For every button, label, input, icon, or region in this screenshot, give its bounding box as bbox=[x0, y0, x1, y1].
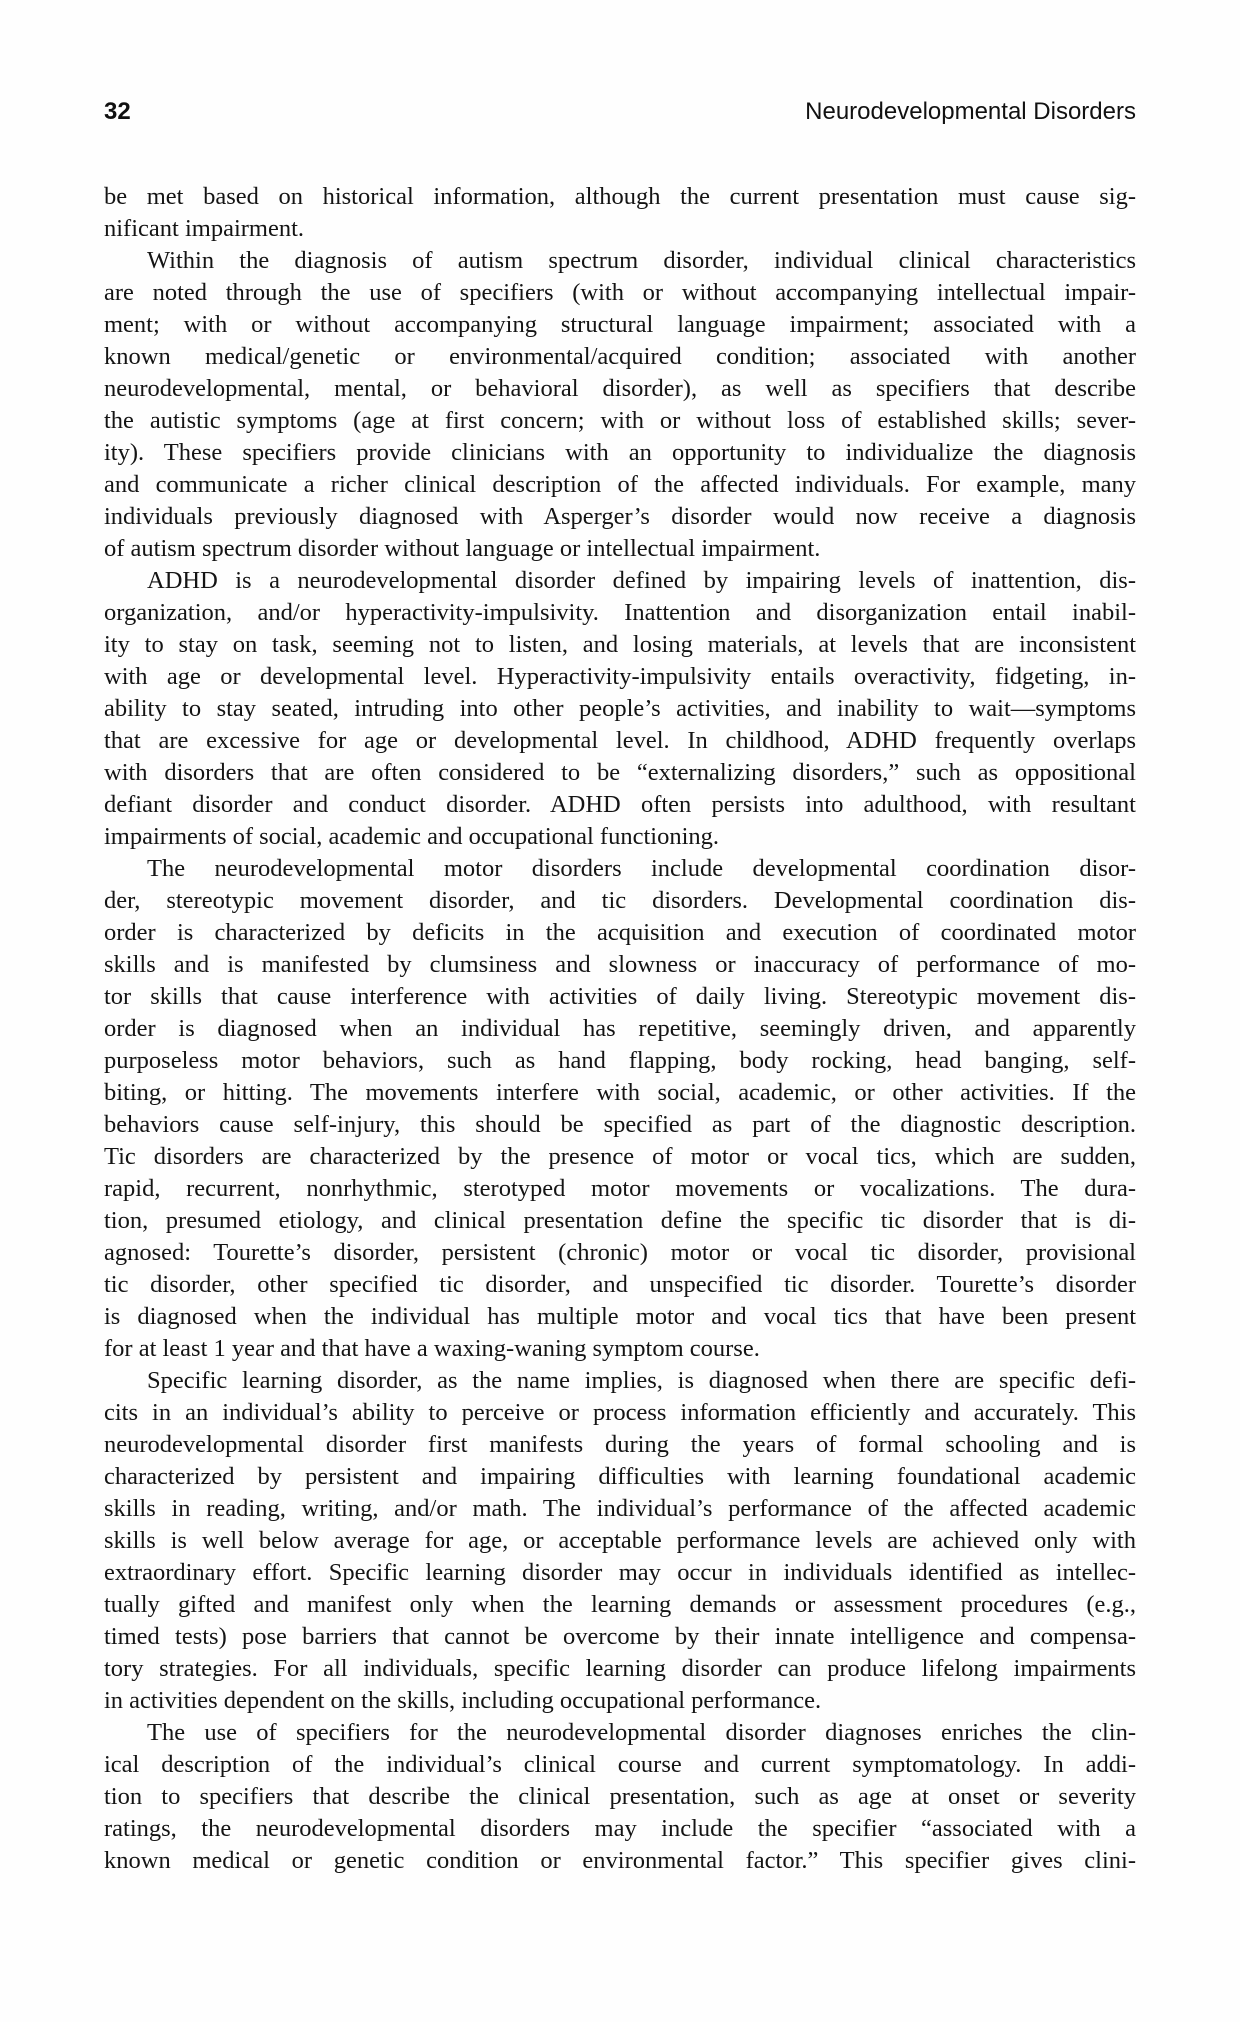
text-line: known medical or genetic condition or environmental factor.” This specifier gives clini- bbox=[104, 1847, 1136, 1874]
text-line: skills in reading, writing, and/or math. The individual’s performance of the affected academic bbox=[104, 1495, 1136, 1522]
text-line: Within the diagnosis of autism spectrum disorder, individual clinical characteristics bbox=[147, 247, 1136, 274]
text-line: order is diagnosed when an individual has repetitive, seemingly driven, and apparently bbox=[104, 1015, 1136, 1042]
text-line: cits in an individual’s ability to perceive or process information efficiently and accurately. This bbox=[104, 1399, 1136, 1426]
paragraph bbox=[104, 245, 1136, 565]
text-line: characterized by persistent and impairing difficulties with learning foundational academic bbox=[104, 1463, 1136, 1490]
text-line: and communicate a richer clinical description of the affected individuals. For example, many bbox=[104, 471, 1136, 498]
text-line: individuals previously diagnosed with Asperger’s disorder would now receive a diagnosis bbox=[104, 503, 1136, 530]
text-line: ADHD is a neurodevelopmental disorder defined by impairing levels of inattention, dis- bbox=[147, 567, 1136, 594]
text-line: tion to specifiers that describe the clinical presentation, such as age at onset or severity bbox=[104, 1783, 1136, 1810]
text-line: organization, and/or hyperactivity-impulsivity. Inattention and disorganization entail inabil- bbox=[104, 599, 1136, 626]
text-line: with disorders that are often considered to be “externalizing disorders,” such as oppositional bbox=[104, 759, 1136, 786]
paragraph bbox=[104, 1717, 1136, 1877]
text-line: neurodevelopmental disorder first manifests during the years of formal schooling and is bbox=[104, 1431, 1136, 1458]
text-line: be met based on historical information, although the current presentation must cause sig- bbox=[104, 183, 1136, 210]
text-line: are noted through the use of specifiers (with or without accompanying intellectual impair- bbox=[104, 279, 1136, 306]
text-line: tic disorder, other specified tic disorder, and unspecified tic disorder. Tourette’s disorder bbox=[104, 1271, 1136, 1298]
text-line: defiant disorder and conduct disorder. ADHD often persists into adulthood, with resultant bbox=[104, 791, 1136, 818]
text-line: Tic disorders are characterized by the presence of motor or vocal tics, which are sudden, bbox=[104, 1143, 1136, 1170]
text-line: der, stereotypic movement disorder, and tic disorders. Developmental coordination dis- bbox=[104, 887, 1136, 914]
text-line: behaviors cause self-injury, this should be specified as part of the diagnostic description. bbox=[104, 1111, 1136, 1138]
text-line: ity to stay on task, seeming not to listen, and losing materials, at levels that are inconsistent bbox=[104, 631, 1136, 658]
body-text bbox=[104, 181, 1136, 1877]
text-line: purposeless motor behaviors, such as hand flapping, body rocking, head banging, self- bbox=[104, 1047, 1136, 1074]
text-line: order is characterized by deficits in the acquisition and execution of coordinated motor bbox=[104, 919, 1136, 946]
text-line: tion, presumed etiology, and clinical presentation define the specific tic disorder that is di- bbox=[104, 1207, 1136, 1234]
text-line: the autistic symptoms (age at first concern; with or without loss of established skills; sever- bbox=[104, 407, 1136, 434]
text-line: Specific learning disorder, as the name implies, is diagnosed when there are specific defi- bbox=[147, 1367, 1136, 1394]
text-line: with age or developmental level. Hyperactivity-impulsivity entails overactivity, fidgeting, in- bbox=[104, 663, 1136, 690]
text-line: The neurodevelopmental motor disorders include developmental coordination disor- bbox=[147, 855, 1136, 882]
text-line: extraordinary effort. Specific learning disorder may occur in individuals identified as intellec- bbox=[104, 1559, 1136, 1586]
chapter-title: Neurodevelopmental Disorders bbox=[805, 98, 1136, 125]
paragraph bbox=[104, 181, 1136, 245]
text-line: skills is well below average for age, or acceptable performance levels are achieved only with bbox=[104, 1527, 1136, 1554]
text-line: agnosed: Tourette’s disorder, persistent (chronic) motor or vocal tic disorder, provisional bbox=[104, 1239, 1136, 1266]
text-line: ratings, the neurodevelopmental disorders may include the specifier “associated with a bbox=[104, 1815, 1136, 1842]
text-line: tor skills that cause interference with activities of daily living. Stereotypic movement dis- bbox=[104, 983, 1136, 1010]
text-line: of autism spectrum disorder without language or intellectual impairment. bbox=[104, 535, 821, 562]
text-line: is diagnosed when the individual has multiple motor and vocal tics that have been present bbox=[104, 1303, 1136, 1330]
text-line: nificant impairment. bbox=[104, 215, 305, 242]
text-line: in activities dependent on the skills, including occupational performance. bbox=[104, 1687, 822, 1714]
text-line: known medical/genetic or environmental/acquired condition; associated with another bbox=[104, 343, 1136, 370]
page-number: 32 bbox=[104, 98, 131, 125]
text-line: skills and is manifested by clumsiness and slowness or inaccuracy of performance of mo- bbox=[104, 951, 1136, 978]
text-line: ability to stay seated, intruding into other people’s activities, and inability to wait—symptoms bbox=[104, 695, 1136, 722]
running-head bbox=[104, 98, 1136, 128]
text-line: for at least 1 year and that have a waxing-waning symptom course. bbox=[104, 1335, 760, 1362]
text-line: ical description of the individual’s clinical course and current symptomatology. In addi- bbox=[104, 1751, 1136, 1778]
text-line: impairments of social, academic and occupational functioning. bbox=[104, 823, 720, 850]
text-line: ment; with or without accompanying structural language impairment; associated with a bbox=[104, 311, 1136, 338]
text-line: ity). These specifiers provide clinicians with an opportunity to individualize the diagnosis bbox=[104, 439, 1136, 466]
text-line: tory strategies. For all individuals, specific learning disorder can produce lifelong impairments bbox=[104, 1655, 1136, 1682]
paragraph bbox=[104, 853, 1136, 1365]
paragraph bbox=[104, 1365, 1136, 1717]
text-line: timed tests) pose barriers that cannot be overcome by their innate intelligence and compensa- bbox=[104, 1623, 1136, 1650]
paragraph bbox=[104, 565, 1136, 853]
text-line: tually gifted and manifest only when the learning demands or assessment procedures (e.g., bbox=[104, 1591, 1136, 1618]
text-line: biting, or hitting. The movements interfere with social, academic, or other activities. If the bbox=[104, 1079, 1136, 1106]
text-line: neurodevelopmental, mental, or behavioral disorder), as well as specifiers that describe bbox=[104, 375, 1136, 402]
text-line: rapid, recurrent, nonrhythmic, sterotyped motor movements or vocalizations. The dura- bbox=[104, 1175, 1136, 1202]
text-line: The use of specifiers for the neurodevelopmental disorder diagnoses enriches the clin- bbox=[147, 1719, 1136, 1746]
text-line: that are excessive for age or developmental level. In childhood, ADHD frequently overlaps bbox=[104, 727, 1136, 754]
